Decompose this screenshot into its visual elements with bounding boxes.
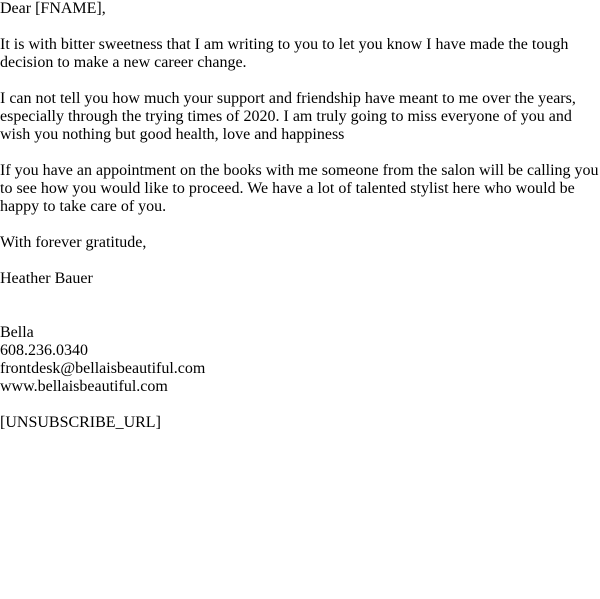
spacer xyxy=(0,252,600,270)
unsubscribe-link[interactable]: [UNSUBSCRIBE_URL] xyxy=(0,414,161,431)
closing: With forever gratitude, xyxy=(0,234,147,251)
paragraph-thanks: I can not tell you how much your support and friendship have meant to me over the years, especially through the trying times of 2020. I am truly going to miss everyone of you and wish you nothing but good health, love and happiness xyxy=(0,90,576,143)
spacer xyxy=(0,18,600,36)
footer-website-link[interactable]: www.bellaisbeautiful.com xyxy=(0,378,168,395)
spacer xyxy=(0,72,600,90)
footer-phone: 608.236.0340 xyxy=(0,342,88,359)
spacer xyxy=(0,144,600,162)
footer-business-name: Bella xyxy=(0,324,34,341)
paragraph-career-change: It is with bitter sweetness that I am writing to you to let you know I have made the tough decision to make a new career change. xyxy=(0,36,569,71)
spacer xyxy=(0,216,600,234)
spacer xyxy=(0,288,600,324)
signature-name: Heather Bauer xyxy=(0,270,93,287)
paragraph-appointments: If you have an appointment on the books with me someone from the salon will be calling you to see how you would like to proceed. We have a lot of talented stylist here who would be happy to take care of you. xyxy=(0,162,599,215)
footer-email-link[interactable]: frontdesk@bellaisbeautiful.com xyxy=(0,360,206,377)
greeting: Dear [FNAME], xyxy=(0,0,106,17)
spacer xyxy=(0,396,600,414)
